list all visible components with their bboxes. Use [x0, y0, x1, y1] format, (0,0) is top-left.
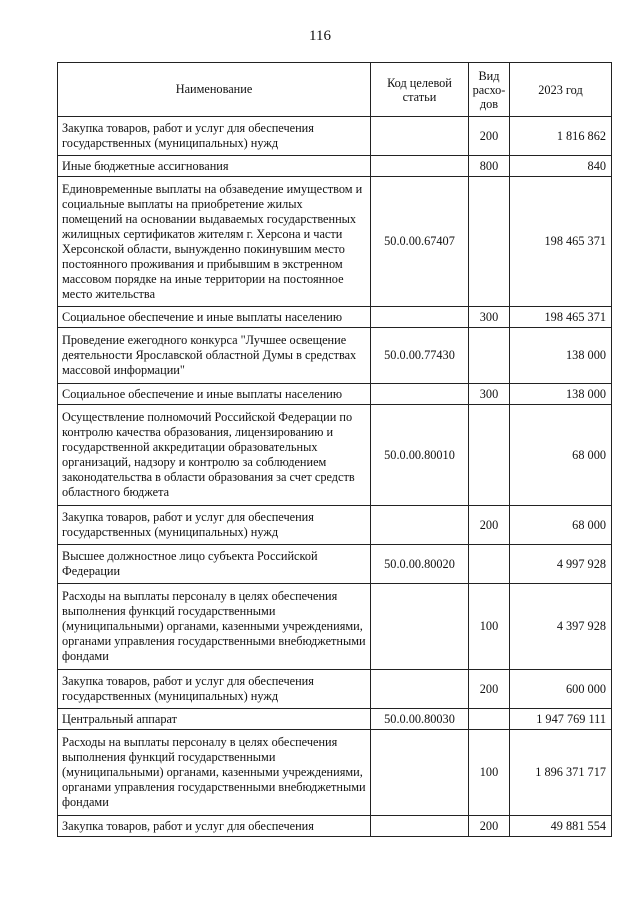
row-type [469, 405, 510, 506]
table-body [58, 117, 612, 837]
row-sum: 1 896 371 717 [510, 730, 612, 816]
row-type: 200 [469, 117, 510, 156]
table-row [58, 307, 612, 328]
row-type [469, 328, 510, 384]
row-sum: 68 000 [510, 506, 612, 545]
row-name: Иные бюджетные ассигнования [58, 156, 371, 177]
row-name: Центральный аппарат [58, 709, 371, 730]
row-code [371, 730, 469, 816]
table-row [58, 670, 612, 709]
row-code [371, 307, 469, 328]
row-name: Закупка товаров, работ и услуг для обеспечения [58, 816, 371, 837]
header-type: Вид расхо-дов [469, 63, 510, 117]
row-type: 200 [469, 506, 510, 545]
row-type: 100 [469, 584, 510, 670]
table-row [58, 384, 612, 405]
row-code [371, 384, 469, 405]
row-code [371, 584, 469, 670]
table-header [58, 63, 612, 117]
row-type [469, 177, 510, 307]
row-name: Закупка товаров, работ и услуг для обеспечения государственных (муниципальных) нужд [58, 117, 371, 156]
row-type: 800 [469, 156, 510, 177]
row-name: Расходы на выплаты персоналу в целях обеспечения выполнения функций государственными (муниципальными) органами, казенными учреждениями, органами управления государственными внебюджетными фондами [58, 730, 371, 816]
row-type: 300 [469, 307, 510, 328]
header-name: Наименование [58, 63, 371, 117]
row-name: Проведение ежегодного конкурса "Лучшее освещение деятельности Ярославской областной Думы в средствах массовой информации" [58, 328, 371, 384]
row-name: Высшее должностное лицо субъекта Российской Федерации [58, 545, 371, 584]
table-row [58, 816, 612, 837]
row-sum: 68 000 [510, 405, 612, 506]
table-row [58, 730, 612, 816]
table-row [58, 506, 612, 545]
row-name: Закупка товаров, работ и услуг для обеспечения государственных (муниципальных) нужд [58, 506, 371, 545]
table-row [58, 584, 612, 670]
table-row [58, 117, 612, 156]
row-type [469, 709, 510, 730]
budget-table [57, 62, 612, 837]
row-code: 50.0.00.77430 [371, 328, 469, 384]
row-type: 300 [469, 384, 510, 405]
row-sum: 198 465 371 [510, 307, 612, 328]
header-sum: 2023 год [510, 63, 612, 117]
row-type [469, 545, 510, 584]
row-name: Единовременные выплаты на обзаведение имуществом и социальные выплаты на приобретение жилых помещений на основании выдаваемых государственных жилищных сертификатов жителям г. Херсона и части Херсонской области, вынужденно покинувшим место постоянного проживания и прибывшим в экстренном массовом порядке на иные территории на постоянное место жительства [58, 177, 371, 307]
row-type: 100 [469, 730, 510, 816]
row-name: Расходы на выплаты персоналу в целях обеспечения выполнения функций государственными (муниципальными) органами, казенными учреждениями, органами управления государственными внебюджетными фондами [58, 584, 371, 670]
row-code [371, 156, 469, 177]
row-name: Социальное обеспечение и иные выплаты населению [58, 307, 371, 328]
row-sum: 138 000 [510, 328, 612, 384]
row-sum: 840 [510, 156, 612, 177]
table-row [58, 328, 612, 384]
row-sum: 4 397 928 [510, 584, 612, 670]
row-name: Социальное обеспечение и иные выплаты населению [58, 384, 371, 405]
row-code [371, 816, 469, 837]
row-sum: 138 000 [510, 384, 612, 405]
row-sum: 198 465 371 [510, 177, 612, 307]
row-type: 200 [469, 816, 510, 837]
table-row [58, 156, 612, 177]
row-code: 50.0.00.80030 [371, 709, 469, 730]
row-code [371, 670, 469, 709]
table-row [58, 405, 612, 506]
table-row [58, 177, 612, 307]
row-type: 200 [469, 670, 510, 709]
table-row [58, 709, 612, 730]
row-name: Осуществление полномочий Российской Федерации по контролю качества образования, лицензированию и государственной аккредитации образовательных организаций, надзору и контролю за соблюдением законодательства в области образования за счет средств областного бюджета [58, 405, 371, 506]
row-code: 50.0.00.80020 [371, 545, 469, 584]
row-sum: 49 881 554 [510, 816, 612, 837]
row-code: 50.0.00.80010 [371, 405, 469, 506]
row-name: Закупка товаров, работ и услуг для обеспечения государственных (муниципальных) нужд [58, 670, 371, 709]
header-row [58, 63, 612, 117]
page-number: 116 [309, 28, 331, 44]
row-sum: 600 000 [510, 670, 612, 709]
row-code [371, 506, 469, 545]
row-code: 50.0.00.67407 [371, 177, 469, 307]
row-sum: 1 947 769 111 [510, 709, 612, 730]
table-row [58, 545, 612, 584]
row-sum: 4 997 928 [510, 545, 612, 584]
row-sum: 1 816 862 [510, 117, 612, 156]
row-code [371, 117, 469, 156]
header-code: Код целевой статьи [371, 63, 469, 117]
